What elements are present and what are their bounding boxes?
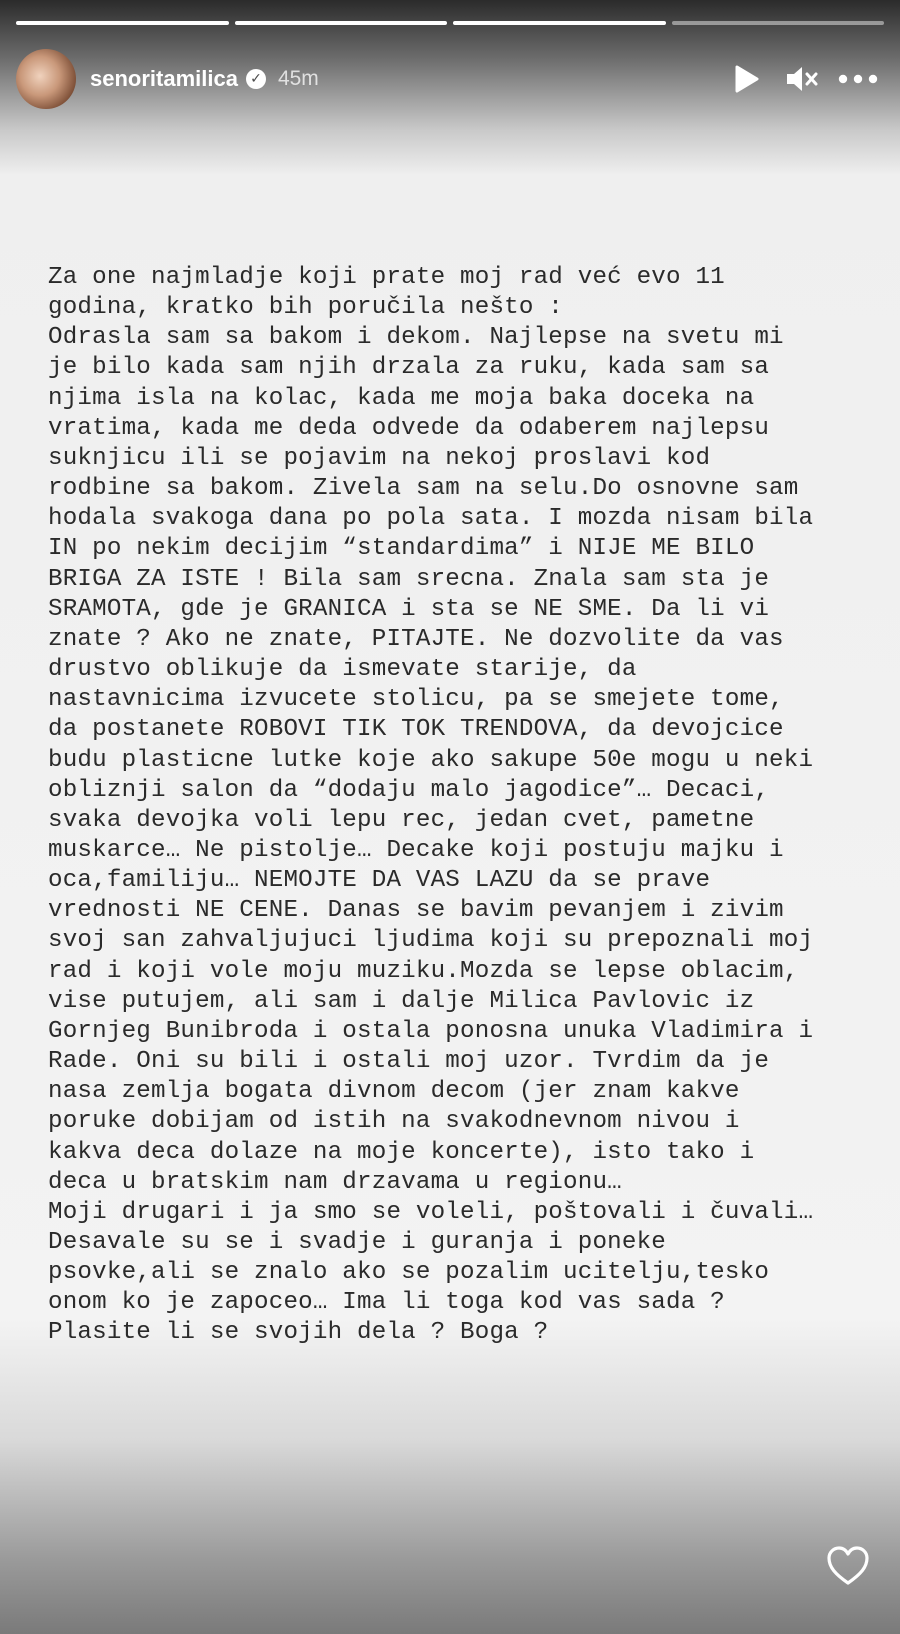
story-text-line: rad i koji vole moju muziku.Mozda se lepse oblacim, [48,957,799,985]
story-text-line: rodbine sa bakom. Zivela sam na selu.Do osnovne sam [48,475,799,503]
story-text-line: Moji drugari i ja smo se voleli, poštovali i čuvali… [48,1198,814,1226]
story-progress-bar [16,21,884,25]
story-text-line: je bilo kada sam njih drzala za ruku, kada sam sa [48,354,770,382]
story-text-line: kakva deca dolaze na moje koncerte), isto tako i [48,1138,755,1166]
story-text-line: psovke,ali se znalo ako se pozalim ucitelju,tesko [48,1259,770,1287]
post-time: 45m [277,67,319,90]
story-text-line: oca,familiju… NEMOJTE DA VAS LAZU da se prave [48,867,711,895]
progress-segment [16,21,229,25]
play-icon [732,64,760,94]
story-text-line: SRAMOTA, gde je GRANICA i sta se NE SME. Da li vi [48,595,770,623]
story-header [16,48,880,110]
story-text-line: IN po nekim decijim “standardima” i NIJE ME BILO [48,535,755,563]
story-text-line: Plasite li se svojih dela ? Boga ? [48,1319,549,1347]
story-text-line: Gornjeg Bunibroda i ostala ponosna unuka Vladimira i [48,1017,814,1045]
story-text-line: svaka devojka voli lepu rec, jedan cvet, pametne [48,806,755,834]
more-icon [838,74,878,84]
story-text-line: Rade. Oni su bili i ostali moj uzor. Tvrdim da je [48,1048,770,1076]
story-text-line: vrednosti NE CENE. Danas se bavim pevanjem i zivim [48,897,784,925]
story-text-line: znate ? Ako ne znate, PITAJTE. Ne dozvolite da vas [48,625,784,653]
like-button[interactable] [824,1542,872,1590]
story-text-line: deca u bratskim nam drzavama u regionu… [48,1168,622,1196]
username[interactable]: senoritamilica [90,66,238,91]
story-text-line: da postanete ROBOVI TIK TOK TRENDOVA, da devojcice [48,716,784,744]
progress-segment [453,21,666,25]
mute-icon [784,63,820,95]
story-text-line: nasa zemlja bogata divnom decom (jer znam kakve [48,1078,740,1106]
avatar[interactable] [16,49,76,109]
story-text-line: svoj san zahvaljujuci ljudima koji su prepoznali moj [48,927,814,955]
story-text-line: vratima, kada me deda odvede da odaberem najlepsu [48,414,770,442]
progress-segment [235,21,448,25]
story-text-line: drustvo oblikuje da ismevate starije, da [48,656,637,684]
story-text-line: budu plasticne lutke koje ako sakupe 50e mogu u neki [48,746,814,774]
story-text-line: Za one najmladje koji prate moj rad već evo 11 [48,264,725,291]
story-text-line: Desavale su se i svadje i guranja i poneke [48,1229,667,1256]
story-text-line: muskarce… Ne pistolje… Decake koji postuju majku i [48,836,784,864]
heart-icon [824,1542,872,1590]
story-text-line: poruke dobijam od istih na svakodnevnom nivou i [48,1108,740,1136]
verified-badge-icon: ✓ [246,69,266,89]
story-text-block [48,263,868,1349]
story-text-line: BRIGA ZA ISTE ! Bila sam srecna. Znala sam sta je [48,565,770,593]
more-options-button[interactable] [836,57,880,101]
progress-segment [672,21,885,25]
story-text-line: vise putujem, ali sam i dalje Milica Pavlovic iz [48,987,755,1015]
story-text-line: obliznji salon da “dodaju malo jagodice”… Decaci, [48,776,770,804]
play-button[interactable] [724,57,768,101]
story-text-line: njima isla na kolac, kada me moja baka doceka na [48,384,755,412]
story-text-line: Odrasla sam sa bakom i dekom. Najlepse na svetu mi [48,324,784,352]
story-text-line: hodala svakoga dana po pola sata. I mozda nisam bila [48,505,814,533]
mute-button[interactable] [780,57,824,101]
story-text-line: godina, kratko bih poručila nešto : [48,294,564,322]
story-text-line: onom ko je zapoceo… Ima li toga kod vas sada ? [48,1289,725,1317]
story-text-line: suknjicu ili se pojavim na nekoj proslavi kod [48,444,711,472]
story-text-line: nastavnicima izvucete stolicu, pa se smejete tome, [48,686,784,714]
